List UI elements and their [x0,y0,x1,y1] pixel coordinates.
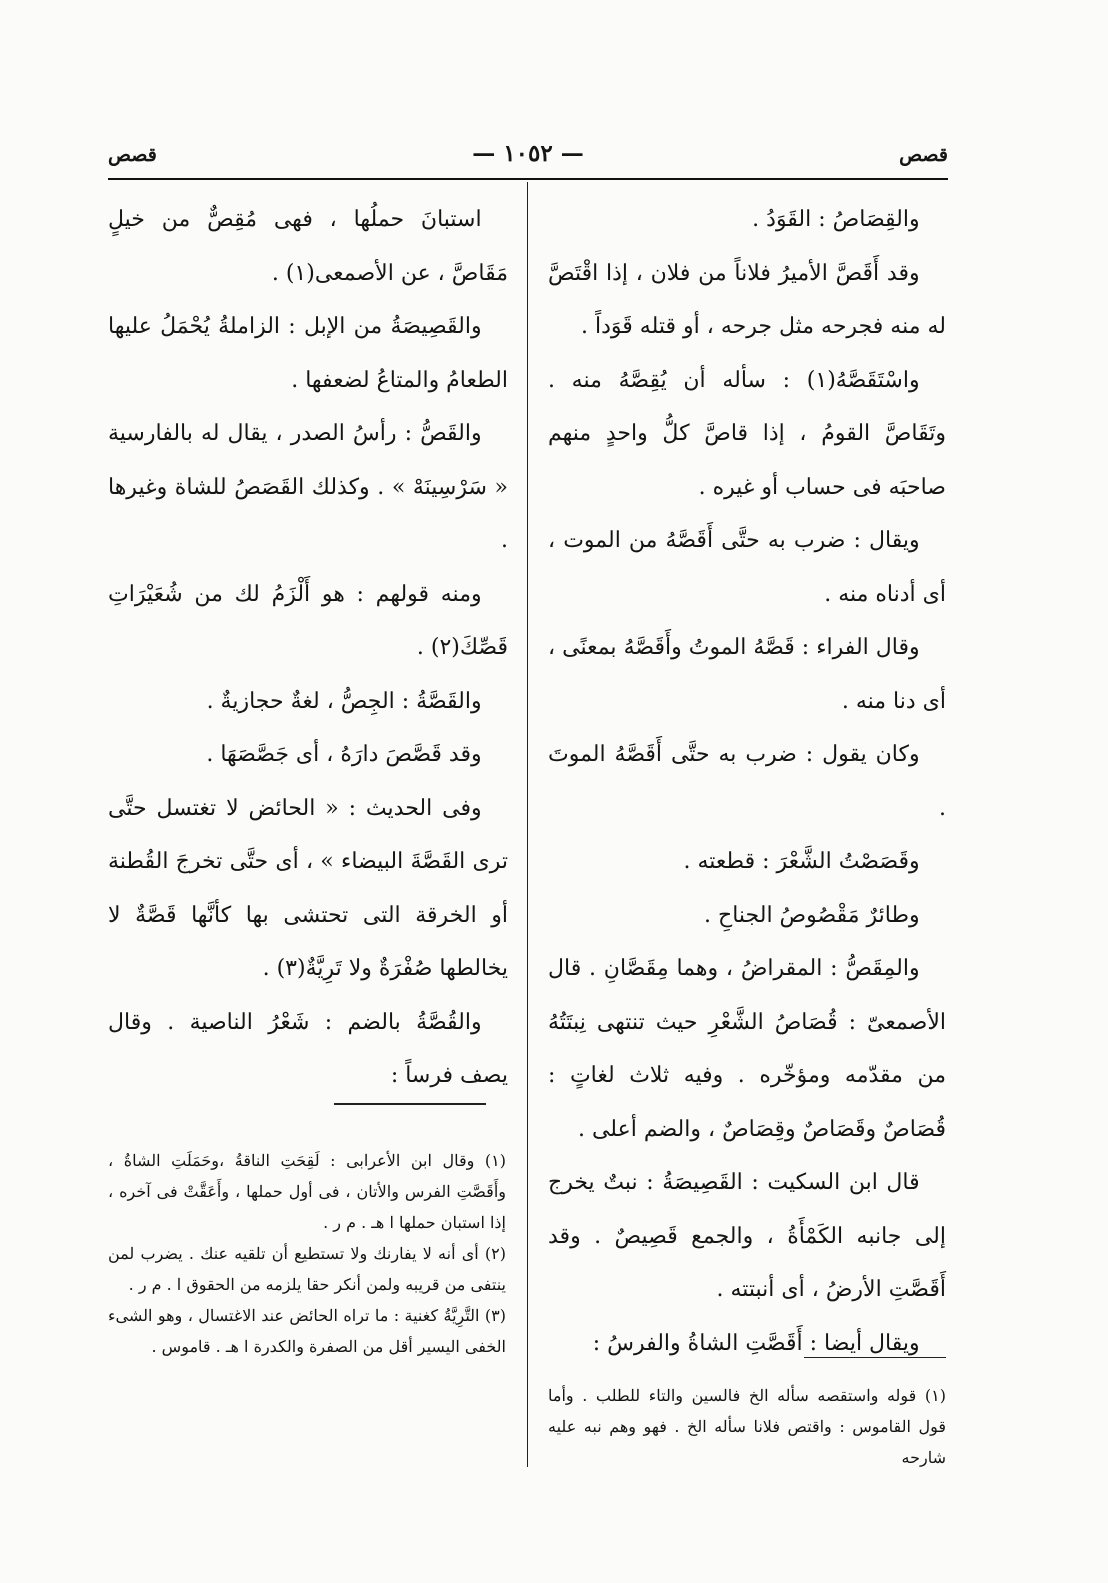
right-column [548,193,946,1370]
left-column [108,193,508,1103]
entry-paragraph: والمِقَصُّ : المقراضُ ، وهما مِقَصَّانِ . قال الأصمعىّ : قُصَاصُ الشَّعْرِ حيث تنتهى نِبتَتُهُ من مقدّمه ومؤخّره . وفيه ثلاث لغاتٍ : قُصَاصٌ وقَصَاصٌ وقِصَاصٌ ، والضم أعلى . [548,956,946,1142]
header-headword-left: قصص [108,144,157,166]
entry-paragraph: والقَصَّةُ : الجِصُّ ، لغةٌ حجازيةٌ . [206,688,482,714]
header-rule [108,178,948,180]
entry-paragraph: والقَصِيصَةُ من الإبل : الزاملةُ يُحْمَلُ عليها الطعامُ والمتاعُ لضعفها . [108,314,508,393]
entry-paragraph: وكان يقول : ضرب به حتَّى أَقَصَّهُ الموتَ . [548,742,946,821]
footnote-rule-right [804,1357,946,1358]
footnote: (٢) أى أنه لا يفارنك ولا تستطيع أن تلقيه عنك . يضرب لمن ينتفى من قريبه ولمن أنكر حقا يلزمه من الحقوق ا . م ر . [108,1244,506,1294]
entry-paragraph: قال ابن السكيت : القَصِيصَةُ : نبتٌ يخرج إلى جانبه الكَمْأَةُ ، والجمع قَصِيصٌ . وقد أَقَصَّتِ الأرضُ ، أى أنبتته . [548,1170,946,1302]
footnote: (٣) التَّرِيَّةُ كغنية : ما تراه الحائض عند الاغتسال ، وهو الشىء الخفى اليسير أقل من الصفرة والكدرة ا هـ . قاموس . [108,1306,506,1356]
entry-paragraph: والقِصَاصُ : القَوَدُ . [752,207,920,232]
entry-paragraph: والقُصَّةُ بالضم : شَعْرُ الناصية . وقال يصف فرساً : [108,1009,508,1088]
footnotes-left [108,1145,506,1362]
footnotes-right [548,1380,946,1473]
entry-paragraph: وطائرٌ مَقْصُوصُ الجناحِ . [704,902,920,928]
entry-paragraph: ويقال أيضا : أَقَصَّتِ الشاةُ والفرسُ : [592,1330,920,1356]
footnote: (١) قوله واستقصه سأله الخ فالسين والتاء للطلب . وأما قول القاموس : واقتص فلانا سأله الخ . فهو وهم نبه عليه شارحه [548,1386,946,1467]
header-headword-right: قصص [899,144,948,166]
entry-paragraph: وقَصَصْتُ الشَّعْرَ : قطعته . [683,849,920,874]
entry-paragraph: استبانَ حملُها ، فهى مُقِصٌّ من خيلٍ مَقَاصَّ ، عن الأصمعى(١) . [108,207,508,286]
entry-paragraph: واسْتَقَصَّهُ(١) : سأله أن يُقِصَّهُ منه . وتَقَاصَّ القومُ ، إذا قاصَّ كلُّ واحدٍ منهم صاحبَه فى حساب أو غيره . [548,367,946,500]
entry-paragraph: ويقال : ضرب به حتَّى أَقَصَّهُ من الموت ، أى أدناه منه . [548,528,946,607]
footnote: (١) وقال ابن الأعرابى : لَقِحَتِ الناقةُ ،وحَمَلَتِ الشاةُ ، وأَقَصَّتِ الفرس والأتان ، فى أول حملها ، وأَعَقَّتْ فى آخره ، إذا استبان حملها ا هـ . م ر . [108,1151,506,1232]
footnote-rule-left [334,1103,486,1105]
entry-paragraph: وقال الفراء : قَصَّهُ الموتُ وأَقَصَّهُ بمعنًى ، أى دنا منه . [548,635,946,714]
entry-paragraph: وفى الحديث : « الحائض لا تغتسل حتَّى ترى القَصَّةَ البيضاء » ، أى حتَّى تخرجَ القُطنة أو الخرقة التى تحتشى بها كأنَّها قَصَّةٌ لا يخالطها صُفْرَةٌ ولا تَرِيَّةٌ(٣) . [108,795,508,981]
entry-paragraph: والقَصُّ : رأسُ الصدر ، يقال له بالفارسية « سَرْسِينَهْ » . وكذلك القَصَصُ للشاة وغيرها . [108,421,508,553]
entry-paragraph: وقد أَقَصَّ الأميرُ فلاناً من فلان ، إذا اقْتَصَّ له منه فجرحه مثل جرحه ، أو قتله قَوَداً . [548,260,946,339]
page-header [108,140,948,176]
entry-paragraph: ومنه قولهم : هو أَلْزَمُ لك من شُعَيْرَاتِ قَصِّكَ(٢) . [108,581,508,660]
page-number: — ١٠٥٢ — [472,140,584,167]
column-divider [527,182,528,1467]
entry-paragraph: وقد قَصَّصَ دارَهُ ، أى جَصَّصَهَا . [206,742,482,767]
